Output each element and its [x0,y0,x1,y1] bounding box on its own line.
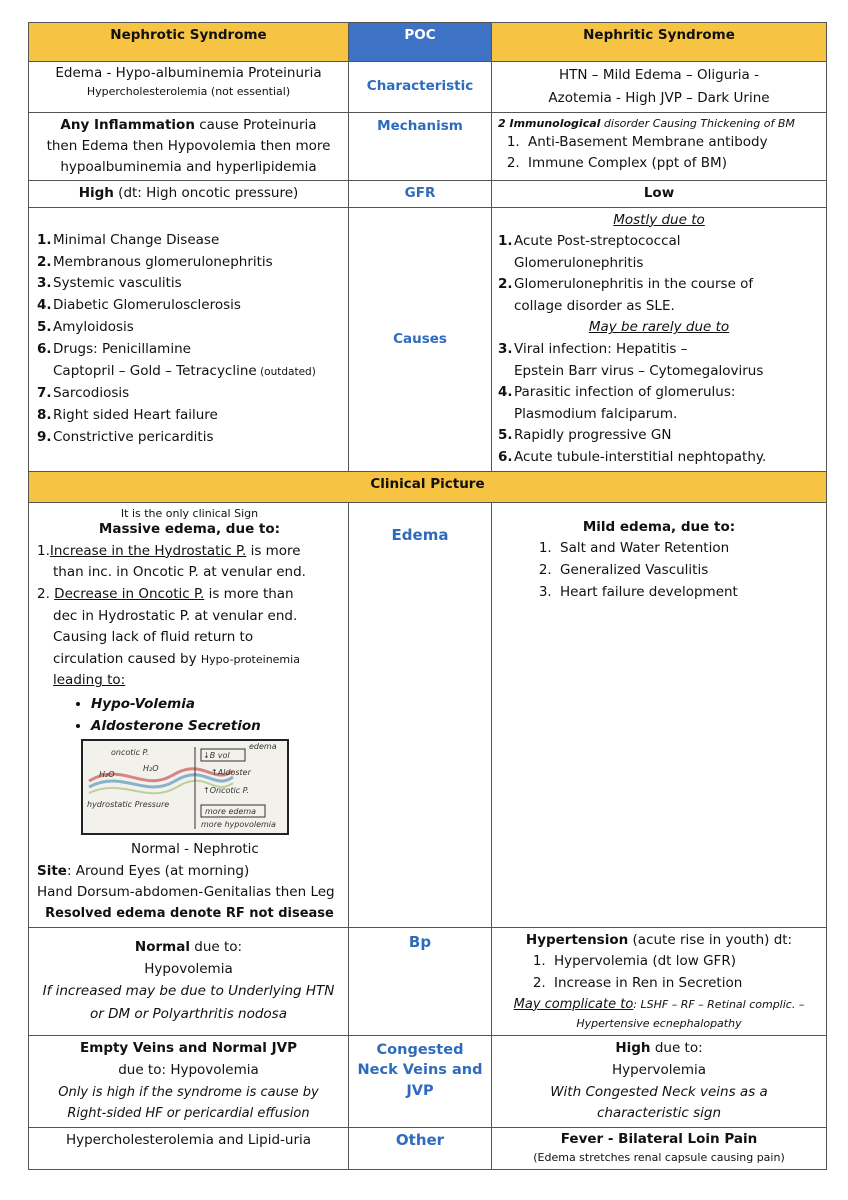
header-poc: POC [349,23,492,62]
label-jvp: Congested Neck Veins and JVP [349,1035,492,1127]
list-item: 9. Constrictive pericarditis [37,428,214,445]
svg-text:↑Aldoster: ↑Aldoster [211,768,251,778]
bp-right-complication: May complicate to: LSHF – RF – Retinal complic. – Hypertensive ecnephalopathy [513,996,805,1031]
jvp-right-line1: High due to: [615,1039,703,1056]
header-row [29,23,827,62]
causes-left-list [37,230,342,449]
edema-point-1: 1.Increase in the Hydrostatic P. is more [37,542,301,559]
list-item: 2. Increase in Ren in Secretion [550,973,820,995]
mechanism-left-text: cause Proteinuria then Edema then Hypovolemia then more hypoalbuminemia and hyperlipidemia [46,116,331,175]
list-item: 2. Generalized Vasculitis [556,560,820,582]
other-right-bold: Fever - Bilateral Loin Pain [560,1131,758,1148]
bp-left-line1: Normal due to: [134,938,243,955]
edema-point-1-line2: than inc. in Oncotic P. at venular end. [53,564,306,581]
list-item: 5. Amyloidosis [37,319,134,336]
edema-sketch-caption: Normal - Nephrotic [131,841,259,858]
edema-note: It is the only clinical Sign [120,506,259,520]
label-edema: Edema [349,502,492,927]
list-item: 3. Heart failure development [556,582,820,604]
edema-right-list [498,538,820,604]
mechanism-right-intro [498,115,820,132]
list-item: 1. Acute Post-streptococcal Glomerulonephritis [498,233,681,271]
jvp-left-italic: Only is high if the syndrome is cause by Right-sided HF or pericardial effusion [58,1084,319,1121]
edema-consequence-list [37,694,342,737]
clinical-picture-title: Clinical Picture [29,471,827,502]
label-other: Other [349,1128,492,1170]
section-clinical-picture [29,471,827,502]
edema-point-2-line4: circulation caused by Hypo-proteinemia [53,650,300,667]
label-gfr: GFR [349,180,492,207]
list-item: 3. Viral infection: Hepatitis – Epstein Barr virus – Cytomegalovirus [498,341,764,379]
row-characteristic [29,62,827,113]
edema-point-2-line3: Causing lack of fluid return to [53,629,254,646]
causes-nephrotic [29,207,349,471]
jvp-right-italic: With Congested Neck veins as a characteristic sign [550,1083,768,1122]
bp-right-line1: Hypertension (acute rise in youth) dt: [525,931,793,948]
svg-text:more edema: more edema [205,807,257,817]
list-item: 6. Drugs: Penicillamine Captopril – Gold – Tetracycline (outdated) [37,341,316,379]
label-characteristic: Characteristic [349,62,492,113]
svg-text:oncotic P.: oncotic P. [111,748,149,758]
row-edema [29,502,827,927]
gfr-left-text: (dt: High oncotic pressure) [113,184,299,201]
bp-left-italic: If increased may be due to Underlying HTN or DM or Polyarthritis nodosa [42,983,335,1022]
comparison-table [28,22,827,1170]
causes-nephritic [492,207,827,471]
list-item: 1. Salt and Water Retention [556,538,820,560]
characteristic-nephrotic [29,62,349,113]
label-bp: Bp [349,927,492,1035]
row-causes [29,207,827,471]
jvp-nephrotic [29,1035,349,1127]
list-item: 1. Hypervolemia (dt low GFR) [550,951,820,973]
mechanism-right-intro-text: disorder Causing Thickening of BM [600,116,795,130]
svg-text:↓B vol: ↓B vol [203,751,230,761]
other-nephrotic: Hypercholesterolemia and Lipid-uria [29,1128,349,1170]
gfr-nephritic: Low [492,180,827,207]
jvp-left-bold: Empty Veins and Normal JVP [80,1039,297,1056]
list-item: 5. Rapidly progressive GN [498,427,672,444]
edema-resolved: Resolved edema denote RF not disease [45,905,334,921]
characteristic-nephritic [492,62,827,113]
mechanism-nephritic [492,112,827,180]
row-other [29,1128,827,1170]
other-nephritic [492,1128,827,1170]
list-item: 3. Systemic vasculitis [37,275,182,292]
mechanism-right-intro-bold: 2 Immunological [498,116,601,130]
mechanism-left-bold: Any Inflammation [60,116,195,133]
svg-text:hydrostatic Pressure: hydrostatic Pressure [87,800,170,810]
row-mechanism [29,112,827,180]
bp-nephritic [492,927,827,1035]
mechanism-right-list [498,132,820,174]
svg-text:H₂O: H₂O [143,764,159,774]
causes-right-heading-rarely: May be rarely due to [588,319,730,336]
characteristic-left-line2: Hypercholesterolemia (not essential) [86,84,291,98]
causes-right-list-a [498,231,820,317]
header-nephritic: Nephritic Syndrome [492,23,827,62]
row-gfr [29,180,827,207]
jvp-nephritic [492,1035,827,1127]
row-jvp [29,1035,827,1127]
list-item: • Hypo-Volemia [91,694,342,716]
row-bp [29,927,827,1035]
bp-right-list [498,951,820,994]
list-item: 2. Glomerulonephritis in the course of collage disorder as SLE. [498,276,754,314]
jvp-left-line2: due to: Hypovolemia [118,1061,259,1078]
edema-site-line2: Hand Dorsum-abdomen-Genitalias then Leg [37,884,335,901]
svg-text:↑Oncotic P.: ↑Oncotic P. [203,786,249,796]
header-nephrotic: Nephrotic Syndrome [29,23,349,62]
list-item: 1. Minimal Change Disease [37,231,220,248]
edema-point-2-line2: dec in Hydrostatic P. at venular end. [53,607,298,624]
characteristic-right-line2: Azotemia - High JVP – Dark Urine [548,89,770,106]
edema-nephritic [492,502,827,927]
other-right-small: (Edema stretches renal capsule causing pain) [533,1150,785,1164]
svg-text:edema: edema [249,742,277,752]
edema-heading: Massive edema, due to: [98,521,281,538]
gfr-left-bold: High [78,184,114,201]
list-item: 4. Diabetic Glomerulosclerosis [37,297,241,314]
bp-nephrotic [29,927,349,1035]
list-item: 2. Immune Complex (ppt of BM) [524,153,820,174]
edema-point-2: 2. Decrease in Oncotic P. is more than [37,586,294,602]
edema-leading-to: leading to: [53,672,126,689]
list-item: 8. Right sided Heart failure [37,406,218,423]
causes-right-heading-mostly: Mostly due to [613,211,705,228]
list-item: 6. Acute tubule-interstitial nephtopathy. [498,449,767,466]
edema-nephrotic [29,502,349,927]
mechanism-nephrotic [29,112,349,180]
characteristic-right-line1: HTN – Mild Edema – Oliguria - [559,67,759,83]
label-causes: Causes [349,207,492,471]
bp-left-line2: Hypovolemia [144,961,233,977]
comparison-sheet [28,22,826,1170]
gfr-nephrotic [29,180,349,207]
svg-text:more hypovolemia: more hypovolemia [201,820,276,830]
characteristic-left-line1: Edema - Hypo-albuminemia Proteinuria [55,65,322,81]
edema-site: Site: Around Eyes (at morning) [37,862,250,879]
jvp-right-line2: Hypervolemia [611,1061,707,1078]
label-mechanism: Mechanism [349,112,492,180]
list-item: 2. Membranous glomerulonephritis [37,253,273,270]
edema-right-heading: Mild edema, due to: [582,518,736,535]
svg-text:H₂O: H₂O [99,770,115,780]
causes-right-list-b [498,339,820,469]
list-item: • Aldosterone Secretion [91,716,342,738]
list-item: 7. Sarcodiosis [37,384,130,401]
list-item: 1. Anti-Basement Membrane antibody [524,132,820,153]
list-item: 4. Parasitic infection of glomerulus: Plasmodium falciparum. [498,384,736,422]
edema-sketch-image [81,739,289,835]
